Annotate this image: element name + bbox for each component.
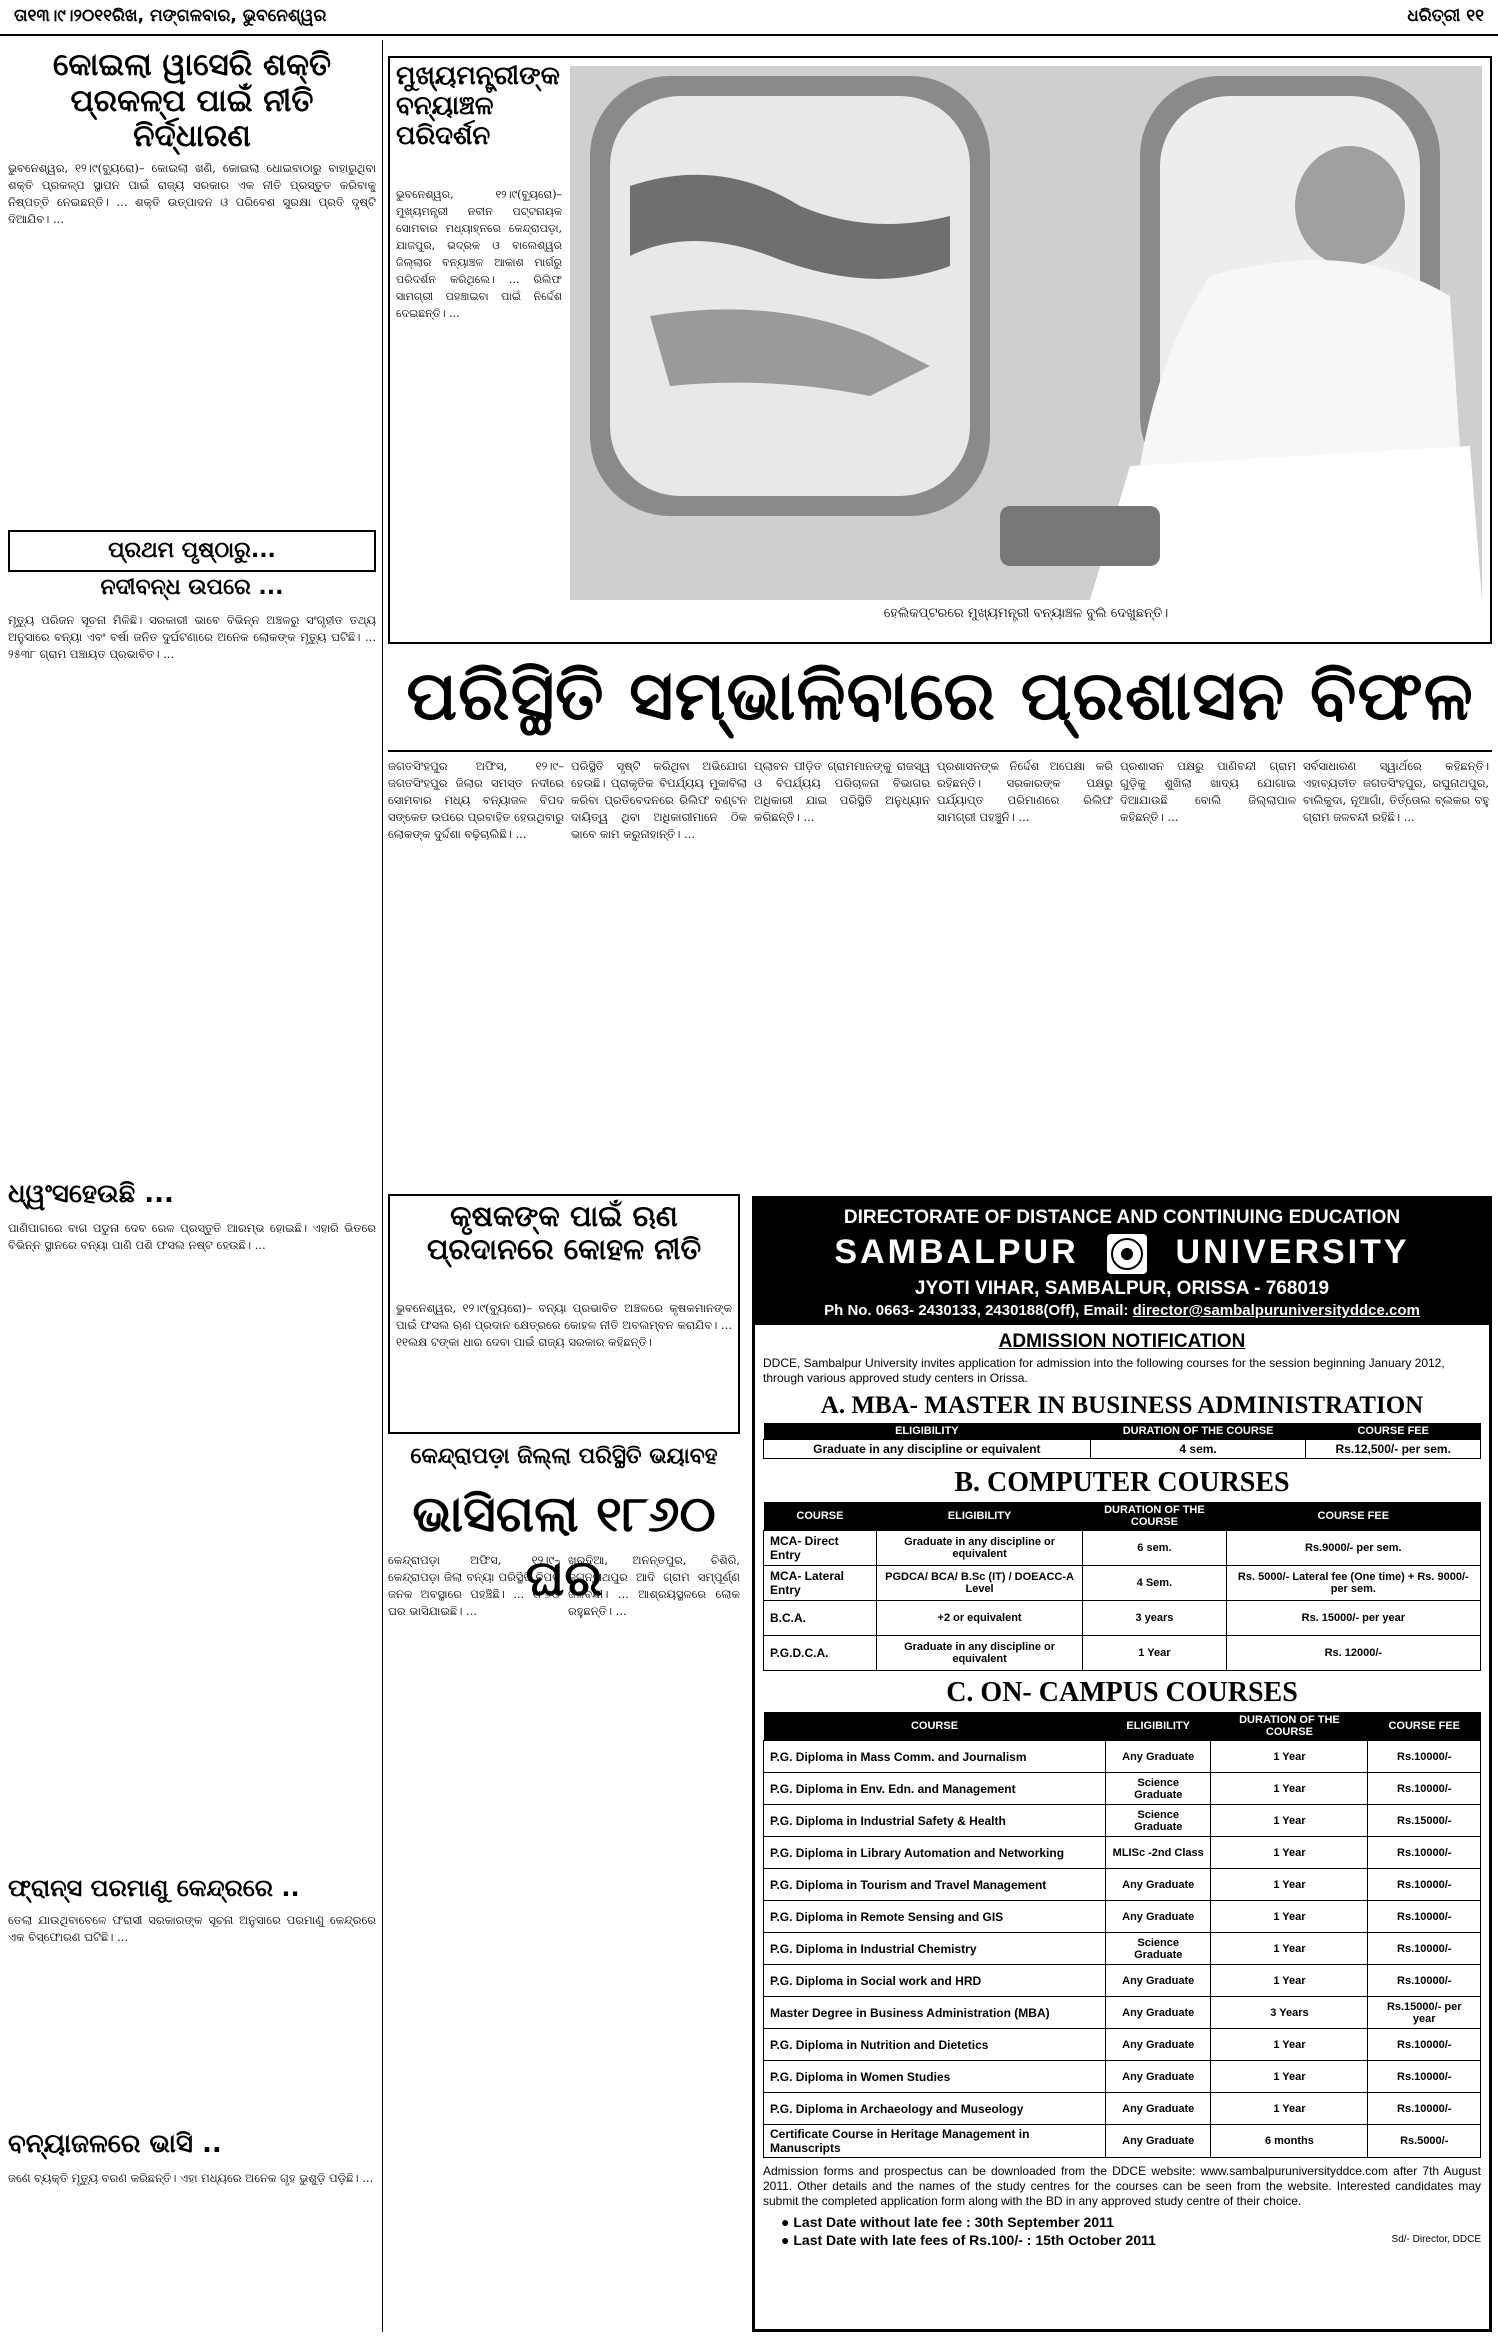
camp-cell: 1 Year: [1211, 1869, 1368, 1901]
page-label: ଧରିତ୍ରୀ ୧୧: [1407, 6, 1484, 26]
mba-row: [764, 1440, 1481, 1459]
mba-header-1: DURATION OF THE COURSE: [1090, 1423, 1306, 1440]
comp-header-1: ELIGIBILITY: [876, 1502, 1082, 1531]
camp-row: [764, 1965, 1481, 1997]
section-c-title: C. ON- CAMPUS COURSES: [946, 1677, 1298, 1709]
camp-cell: Any Graduate: [1106, 2061, 1211, 2093]
main-col-5: ପ୍ରଶାସନ ପକ୍ଷରୁ ପାଣିବନ୍ଦୀ ଗ୍ରାମ ଗୁଡ଼ିକୁ ଶୁଖିଲା ଖାଦ୍ୟ ଯୋଗାଇ ଦିଆଯାଉଛି ବୋଲି ଜିଲ୍ଲାପାଳ କହିଛନ୍ତି। ...: [1120, 759, 1296, 824]
comp-cell: Rs. 15000/- per year: [1226, 1601, 1480, 1636]
left-headline: କୋଇଲା ୱାସେରି ଶକ୍ତି ପ୍ରକଳ୍ପ ପାଇଁ ନୀତି ନିର୍ଦ୍ଧାରଣ: [52, 47, 332, 155]
ad-header: [755, 1199, 1489, 1325]
comp-row: [764, 1566, 1481, 1601]
camp-row: [764, 2125, 1481, 2158]
notice-text: DDCE, Sambalpur University invites application for admission into the following courses for the session beginning January 2012, through various approved study centers in Orissa.: [763, 1356, 1445, 1386]
camp-cell: P.G. Diploma in Remote Sensing and GIS: [764, 1901, 1106, 1933]
mba-cell: 4 sem.: [1090, 1440, 1306, 1459]
camp-cell: P.G. Diploma in Library Automation and Networking: [764, 1837, 1106, 1869]
camp-header-0: COURSE: [764, 1712, 1106, 1741]
camp-header-1: ELIGIBILITY: [1106, 1712, 1211, 1741]
notice-title: ADMISSION NOTIFICATION: [998, 1331, 1246, 1353]
comp-cell: Rs. 5000/- Lateral fee (One time) + Rs. 9000/- per sem.: [1226, 1566, 1480, 1601]
comp-cell: 4 Sem.: [1083, 1566, 1226, 1601]
left-sub-2: ଧ୍ୱଂସହେଉଛି ...: [8, 1179, 174, 1209]
camp-row: [764, 2029, 1481, 2061]
comp-cell: Rs.9000/- per sem.: [1226, 1531, 1480, 1566]
ad-email-link[interactable]: director@sambalpuruniversityddce.com: [1132, 1302, 1420, 1320]
camp-cell: 1 Year: [1211, 1837, 1368, 1869]
top-story-text: ଭୁବନେଶ୍ୱର, ୧୨।୯(ବ୍ୟୁରୋ)– ମୁଖ୍ୟମନ୍ତ୍ରୀ ନବୀନ ପଟ୍ଟନାୟକ ସୋମବାର ମଧ୍ୟାହ୍ନରେ କେନ୍ଦ୍ରାପଡ଼ା, ଯାଜପୁର, ଭଦ୍ରକ ଓ ବାଲେଶ୍ୱର ଜିଲ୍ଲାର ବନ୍ୟାଞ୍ଚଳ ଆକାଶ ମାର୍ଗରୁ ପରିଦର୍ଶନ କରିଥିଲେ। ... ରିଲିଫ ସାମଗ୍ରୀ ପହଞ୍ଚାଇବା ପାଇଁ ନିର୍ଦ୍ଦେଶ ଦେଇଛନ୍ତି। ...: [396, 188, 562, 320]
camp-cell: 1 Year: [1211, 2093, 1368, 2125]
camp-cell: Science Graduate: [1106, 1933, 1211, 1965]
camp-cell: Rs.10000/-: [1368, 2029, 1481, 2061]
ad-signature: Sd/- Director, DDCE: [1391, 2234, 1481, 2246]
cm-helicopter-photo: [570, 66, 1482, 600]
left-story-1: ଭୁବନେଶ୍ୱର, ୧୨।୯(ବ୍ୟୁରୋ)– କୋଇଲା ଖଣି, କୋଇଲା ଧୋଇବାଠାରୁ ବାହାରୁଥିବା ଶକ୍ତି ପ୍ରକଳ୍ପ ସ୍ଥାପନ ପାଇଁ ରାଜ୍ୟ ସରକାର ଏକ ନୀତି ପ୍ରସ୍ତୁତ କରିବାକୁ ନିଷ୍ପତ୍ତି ନେଇଛନ୍ତି। ... ଶକ୍ତି ଉତ୍ପାଦନ ଓ ପରିବେଶ ସୁରକ୍ଷା ପ୍ରତି ଦୃଷ୍ଟି ଦିଆଯିବ। ...: [8, 161, 376, 226]
ad-contact: [761, 1302, 1483, 1319]
kendrapada-headline: ଭାସିଗଲା ୧୮୬୦ ଘର: [412, 1485, 716, 1607]
section-a-title: A. MBA- MASTER IN BUSINESS ADMINISTRATION: [820, 1392, 1424, 1420]
camp-cell: MLISc -2nd Class: [1106, 1837, 1211, 1869]
camp-cell: 1 Year: [1211, 2061, 1368, 2093]
ad-phone: Ph No. 0663- 2430133, 2430188(Off), Email:: [824, 1302, 1133, 1320]
camp-cell: 1 Year: [1211, 1805, 1368, 1837]
comp-cell: PGDCA/ BCA/ B.Sc (IT) / DOEACC-A Level: [876, 1566, 1082, 1601]
camp-cell: Any Graduate: [1106, 1997, 1211, 2029]
camp-cell: Rs.10000/-: [1368, 1741, 1481, 1773]
comp-cell: 6 sem.: [1083, 1531, 1226, 1566]
camp-cell: Any Graduate: [1106, 2125, 1211, 2158]
top-story-headline: ମୁଖ୍ୟମନ୍ତ୍ରୀଙ୍କ ବନ୍ୟାଞ୍ଚଳ ପରିଦର୍ଶନ: [396, 61, 560, 151]
main-col-1: ଜଗତସିଂହପୁର ଅଫିସ, ୧୨।୯– ଜଗତସିଂହପୁର ଜିଲାର ସମସ୍ତ ନଦୀରେ ସୋମବାର ମଧ୍ୟ ବନ୍ୟାଜଳ ବିପଦ ସଙ୍କେତ ଉପରେ ପ୍ରବାହିତ ହେଉଥିବାରୁ ଲୋକଙ୍କ ଦୁର୍ଦ୍ଦଶା ବଢ଼ିଚାଲିଛି। ...: [388, 759, 564, 841]
mba-cell: Graduate in any discipline or equivalent: [764, 1440, 1091, 1459]
camp-row: [764, 1869, 1481, 1901]
camp-cell: Science Graduate: [1106, 1805, 1211, 1837]
comp-cell: 3 years: [1083, 1601, 1226, 1636]
left-sub-1: ନଦୀବନ୍ଧ ଉପରେ ...: [100, 575, 284, 600]
camp-cell: Any Graduate: [1106, 1965, 1211, 1997]
deadline-2: ● Last Date with late fees of Rs.100/- : 15th October 2011: [781, 2232, 1156, 2249]
camp-cell: P.G. Diploma in Women Studies: [764, 2061, 1106, 2093]
camp-cell: Any Graduate: [1106, 2029, 1211, 2061]
comp-header-3: COURSE FEE: [1226, 1502, 1480, 1531]
left-sub-4: ବନ୍ୟାଜଳରେ ଭାସି ..: [8, 2129, 222, 2159]
camp-cell: Rs.10000/-: [1368, 2061, 1481, 2093]
banner-rule: [388, 750, 1492, 752]
camp-cell: P.G. Diploma in Archaeology and Museology: [764, 2093, 1106, 2125]
camp-cell: P.G. Diploma in Social work and HRD: [764, 1965, 1106, 1997]
section-b-title: B. COMPUTER COURSES: [954, 1467, 1290, 1499]
photo-illustration: [570, 66, 1482, 600]
main-col-6: ସର୍ବସାଧାରଣ ସ୍ୱାର୍ଥରେ କହିଛନ୍ତି। ଏହାବ୍ୟତୀତ ଜଗତସିଂହପୁର, ରଘୁନାଥପୁର, ବାଲିକୁଦା, ନୂଆଗାଁ, ତିର୍ତ୍ତୋଲ ବ୍ଲକର ବହୁ ଗ୍ରାମ ଜଳବନ୍ଦୀ ରହିଛି। ...: [1303, 759, 1489, 824]
camp-cell: 1 Year: [1211, 2029, 1368, 2061]
comp-cell: Graduate in any discipline or equivalent: [876, 1531, 1082, 1566]
farmer-headline: କୃଷକଙ୍କ ପାଇଁ ଋଣ ପ୍ରଦାନରେ କୋହଳ ନୀତି: [426, 1199, 702, 1267]
camp-cell: Rs.15000/-: [1368, 1805, 1481, 1837]
main-col-3: ପ୍ଲାବନ ପୀଡ଼ିତ ଗ୍ରାମମାନଙ୍କୁ ରାଜସ୍ୱ ଓ ବିପର୍ଯ୍ୟୟ ପରିଚାଳନା ବିଭାଗର ଅଧିକାରୀ ଯାଇ ପରିସ୍ଥିତି ଅନୁଧ୍ୟାନ କରିଛନ୍ତି। ...: [754, 759, 930, 824]
kendrapada-col-1: କେନ୍ଦ୍ରାପଡ଼ା ଅଫିସ, ୧୨।୯– କେନ୍ଦ୍ରାପଡ଼ା ଜିଲା ବନ୍ୟା ପରିସ୍ଥିତି ବିପଦ ଜନକ ଅବସ୍ଥାରେ ପହଞ୍ଚିଛି। ... ୧୮୬୦ ଘର ଭାସିଯାଇଛି। ...: [388, 1553, 560, 1618]
ad-uni-right: UNIVERSITY: [1175, 1233, 1410, 1271]
university-ad: [752, 1196, 1492, 2332]
page-header: [0, 0, 1498, 36]
mba-header-2: COURSE FEE: [1306, 1423, 1481, 1440]
mba-table: [763, 1423, 1481, 1459]
deadline-2-text: Last Date with late fees of Rs.100/- : 15th October 2011: [793, 2232, 1156, 2249]
camp-cell: Rs.5000/-: [1368, 2125, 1481, 2158]
kendrapada-col-2: ଖୁରୁଦିଆ, ଅନନ୍ତପୁର, ଚିଶିରି, ଜଗନ୍ନାଥପୁର ଆଦି ଗ୍ରାମ ସମ୍ପୂର୍ଣ୍ଣ ଜଳବନ୍ଦୀ। ... ଆଶ୍ରୟସ୍ଥଳରେ ଲୋକ ରହୁଛନ୍ତି। ...: [568, 1553, 740, 1618]
camp-row: [764, 1805, 1481, 1837]
comp-cell: Rs. 12000/-: [1226, 1636, 1480, 1671]
left-story-3: ପାଣିପାଗରେ ବାଗ ପଡୁନା ଦେବ ରେଳ ପ୍ରସ୍ତୁତି ଆରମ୍ଭ ହୋଇଛି। ଏହାରି ଭିତରେ ବିଭିନ୍ନ ସ୍ଥାନରେ ବନ୍ୟା ପାଣି ପଶି ଫସଲ ନଷ୍ଟ ହେଉଛି। ...: [8, 1221, 376, 1252]
main-col-4: ପ୍ରଶାସନଙ୍କ ନିର୍ଦ୍ଦେଶ ଅପେକ୍ଷା କରି ରହିଛନ୍ତି। ସରକାରଙ୍କ ପକ୍ଷରୁ ପର୍ଯ୍ୟାପ୍ତ ପରିମାଣରେ ରିଲିଫ ସାମଗ୍ରୀ ପହଞ୍ଚୁନି। ...: [937, 759, 1113, 824]
university-seal-icon: [1107, 1234, 1147, 1274]
camp-cell: Rs.10000/-: [1368, 1837, 1481, 1869]
comp-row: [764, 1601, 1481, 1636]
comp-row: [764, 1531, 1481, 1566]
camp-cell: 1 Year: [1211, 1901, 1368, 1933]
camp-cell: Any Graduate: [1106, 1869, 1211, 1901]
camp-row: [764, 1997, 1481, 2029]
camp-row: [764, 2093, 1481, 2125]
mba-cell: Rs.12,500/- per sem.: [1306, 1440, 1481, 1459]
comp-header-0: COURSE: [764, 1502, 877, 1531]
camp-row: [764, 1901, 1481, 1933]
banner-headline: ପରିସ୍ଥିତି ସମ୍ଭାଳିବାରେ ପ୍ରଶାସନ ବିଫଳ: [406, 657, 1474, 736]
camp-cell: 1 Year: [1211, 1965, 1368, 1997]
ad-uni-left: SAMBALPUR: [834, 1233, 1079, 1271]
camp-cell: Rs.10000/-: [1368, 1965, 1481, 1997]
camp-cell: 1 Year: [1211, 1933, 1368, 1965]
camp-cell: Rs.10000/-: [1368, 1901, 1481, 1933]
camp-header-2: DURATION OF THE COURSE: [1211, 1712, 1368, 1741]
camp-cell: P.G. Diploma in Nutrition and Dietetics: [764, 2029, 1106, 2061]
camp-cell: Rs.15000/- per year: [1368, 1997, 1481, 2029]
camp-header-3: COURSE FEE: [1368, 1712, 1481, 1741]
camp-cell: 3 Years: [1211, 1997, 1368, 2029]
ad-directorate: DIRECTORATE OF DISTANCE AND CONTINUING EDUCATION: [843, 1207, 1401, 1228]
comp-cell: MCA- Direct Entry: [764, 1531, 877, 1566]
camp-row: [764, 1837, 1481, 1869]
camp-cell: Rs.10000/-: [1368, 1773, 1481, 1805]
camp-cell: Rs.10000/-: [1368, 2093, 1481, 2125]
camp-cell: P.G. Diploma in Mass Comm. and Journalism: [764, 1741, 1106, 1773]
left-story-5: ଜଣେ ବ୍ୟକ୍ତି ମୃତ୍ୟୁ ବରଣ କରିଛନ୍ତି। ଏହା ମଧ୍ୟରେ ଅନେକ ଗୃହ ଭୁଶୁଡ଼ି ପଡ଼ିଛି। ...: [8, 2171, 374, 2185]
ad-university-line: [761, 1233, 1483, 1274]
left-sub-3: ଫ୍ରାନ୍ସ ପରମାଣୁ କେନ୍ଦ୍ରରେ ..: [8, 1874, 300, 1902]
camp-row: [764, 2061, 1481, 2093]
left-story-4: ତେଲା ଯାଉଥିବାବେଳେ ଫରାସୀ ସରକାରଙ୍କ ସୂଚନା ଅନୁସାରେ ପରମାଣୁ କେନ୍ଦ୍ରରେ ଏକ ବିସ୍ଫୋରଣ ଘଟିଛି। ...: [8, 1913, 376, 1944]
campus-courses-table: [763, 1712, 1481, 2158]
camp-cell: Master Degree in Business Administration (MBA): [764, 1997, 1106, 2029]
comp-cell: B.C.A.: [764, 1601, 877, 1636]
camp-cell: Certificate Course in Heritage Management in Manuscripts: [764, 2125, 1106, 2158]
camp-row: [764, 1741, 1481, 1773]
kendrapada-kicker: କେନ୍ଦ୍ରାପଡ଼ା ଜିଲ୍ଲା ପରିସ୍ଥିତି ଭୟାବହ: [410, 1444, 718, 1469]
camp-cell: P.G. Diploma in Tourism and Travel Management: [764, 1869, 1106, 1901]
camp-cell: Any Graduate: [1106, 2093, 1211, 2125]
left-story-2: ମୃତ୍ୟୁ ପରିଜନ ସୂଚନା ମିଳିଛି। ସରକାରୀ ଭାବେ ବିଭିନ୍ନ ଅଞ୍ଚଳରୁ ସଂଗୃହୀତ ତଥ୍ୟ ଅନୁସାରେ ବନ୍ୟା ଏବଂ ବର୍ଷା ଜନିତ ଦୁର୍ଘଟଣାରେ ଅନେକ ଲୋକଙ୍କ ମୃତ୍ୟୁ ଘଟିଛି। ... ୨୫୩୮ ଗ୍ରାମ ପଞ୍ଚାୟତ ପ୍ରଭାବିତ। ...: [8, 613, 376, 661]
comp-cell: P.G.D.C.A.: [764, 1636, 877, 1671]
first-page-box: ପ୍ରଥମ ପୃଷ୍ଠାରୁ...: [8, 530, 376, 572]
photo-caption: ହେଲିକପ୍ଟରରେ ମୁଖ୍ୟମନ୍ତ୍ରୀ ବନ୍ୟାଞ୍ଚଳ ବୁଲି ଦେଖୁଛନ୍ତି।: [883, 606, 1169, 621]
date-line: ତା୧୩।୯।୨୦୧୧ରିଖ, ମଙ୍ଗଳବାର, ଭୁବନେଶ୍ୱର: [14, 6, 327, 26]
farmer-text: ଭୁବନେଶ୍ୱର, ୧୨।୯(ବ୍ୟୁରୋ)– ବନ୍ୟା ପ୍ରଭାବିତ ଅଞ୍ଚଳରେ କୃଷକମାନଙ୍କ ପାଇଁ ଫସଲ ଋଣ ପ୍ରଦାନ କ୍ଷେତ୍ରରେ କୋହଳ ନୀତି ଅବଲମ୍ବନ କରାଯିବ। ... ୧୧ଲକ୍ଷ ଟଙ୍କା ଧାର ଦେବା ପାଇଁ ରାଜ୍ୟ ସରକାର କହିଛନ୍ତି।: [396, 1301, 732, 1349]
ad-address: JYOTI VIHAR, SAMBALPUR, ORISSA - 768019: [914, 1278, 1330, 1300]
camp-cell: Rs.10000/-: [1368, 1869, 1481, 1901]
deadline-1: ● Last Date without late fee : 30th September 2011: [781, 2214, 1114, 2231]
camp-cell: 6 months: [1211, 2125, 1368, 2158]
camp-cell: P.G. Diploma in Env. Edn. and Management: [764, 1773, 1106, 1805]
camp-cell: Science Graduate: [1106, 1773, 1211, 1805]
comp-cell: 1 Year: [1083, 1636, 1226, 1671]
comp-cell: Graduate in any discipline or equivalent: [876, 1636, 1082, 1671]
deadline-1-text: Last Date without late fee : 30th September 2011: [793, 2214, 1114, 2231]
camp-row: [764, 1773, 1481, 1805]
comp-header-2: DURATION OF THE COURSE: [1083, 1502, 1226, 1531]
camp-cell: P.G. Diploma in Industrial Safety & Health: [764, 1805, 1106, 1837]
column-divider: [382, 40, 383, 2332]
camp-cell: Rs.10000/-: [1368, 1933, 1481, 1965]
mba-header-0: ELIGIBILITY: [764, 1423, 1091, 1440]
camp-cell: 1 Year: [1211, 1773, 1368, 1805]
comp-cell: MCA- Lateral Entry: [764, 1566, 877, 1601]
camp-cell: Any Graduate: [1106, 1741, 1211, 1773]
computer-courses-table: [763, 1502, 1481, 1671]
camp-cell: Any Graduate: [1106, 1901, 1211, 1933]
camp-row: [764, 1933, 1481, 1965]
camp-cell: 1 Year: [1211, 1741, 1368, 1773]
camp-cell: P.G. Diploma in Industrial Chemistry: [764, 1933, 1106, 1965]
main-col-2: ପରିସ୍ଥିତି ସୃଷ୍ଟି କରିଥିବା ଅଭିଯୋଗ ହେଉଛି। ପ୍ରାକୃତିକ ବିପର୍ଯ୍ୟୟ ମୁକାବିଲା କରିବା ପ୍ରତିବେଦନରେ ରିଲିଫ ବଣ୍ଟନ ଦାୟିତ୍ୱ ଥିବା ଅଧିକାରୀମାନେ ଠିକ ଭାବେ କାମ କରୁନାହାନ୍ତି। ...: [571, 759, 747, 841]
comp-cell: +2 or equivalent: [876, 1601, 1082, 1636]
comp-row: [764, 1636, 1481, 1671]
ad-footer-text: Admission forms and prospectus can be downloaded from the DDCE website: www.sambalpuruniversityddce.com after 7th August 2011. Other details and the names of the study centres for the courses can be seen from the website. Interested candidates may submit the completed application form along with the BD in any approved study centre of their choice.: [763, 2164, 1481, 2209]
